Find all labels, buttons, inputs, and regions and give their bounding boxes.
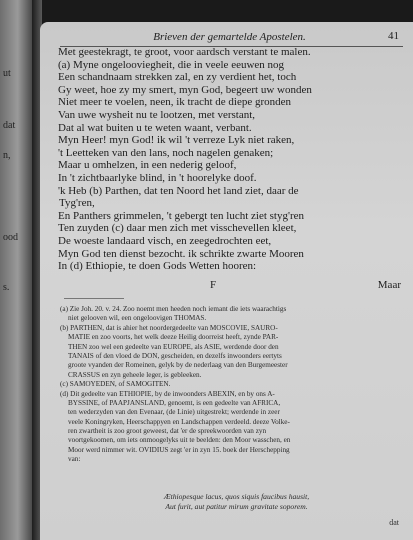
poem-line: 'k Heb (b) Parthen, dat ten Noord het land ziet, daar de [58,184,299,197]
poem-line: Myn Heer! myn God! ik wil 't verreze Lyk niet raken, [58,134,295,147]
footnote-line: groote vyanden der Romeinen, gelyk by de nederlaag van den Burgemeester [68,361,288,370]
footnote-rule [64,298,124,299]
footnote-line: TANAIS of den vloed de DON, gescheiden, en dezelfs inwoonders eertyts [68,351,282,360]
footnote-line: MATIE en zoo voorts, het welk deeze Heilig doorreist heeft, zynde PAR- [68,333,279,342]
poem-line: In 't zichtbaarlyke blind, in 't hoorelyke doof. [58,171,257,184]
footnote-line: van: [68,455,81,464]
page-number: 41 [388,30,399,42]
left-page-fragment: ut [3,68,11,79]
poem-line: In (d) Ethiopie, te doen Gods Wetten hooren: [58,260,257,273]
left-page-fragment: s. [3,282,10,293]
poem-line: Ten zuyden (c) daar men zich met visschevellen kleet, [58,222,297,235]
footnotes [60,305,403,465]
verse-line: Æthiopesque lacus, quos siquis faucibus hausit, [163,492,310,501]
poem-line: Dat al wat buiten u te weten waant, verbant. [58,121,252,134]
poem-line: Niet meer te voelen, neen, ik tracht de diepe gronden [58,96,292,109]
footnote-line: niet gelooven wil, een ongeloovigen THOMAS. [68,314,207,323]
footnote-line: THEN zoo wel een gedeelte van EUROPE, als ASIE, werdende door den [68,342,279,351]
left-page-fragment: n, [3,150,11,161]
footnote-line: CRASSUS en zyn geheele leger, is gebleeken. [68,370,202,379]
footnote-line: voortgekoomen, om iets onmoogelyks uit te beelden: den Moor wasschen, en [68,436,291,445]
poem-line: De woeste landaard visch, en zeegedrochten eet, [58,234,272,247]
footnote-line: veele Koningryken, Heerschappyen en Landschappen verdeeld. deeze Volke- [68,417,290,426]
footnote-line: (d) Dit gedeelte van ETHIOPIE, by de inwoonders ABEXIN, en by ons A- [60,389,275,398]
latin-verse [80,492,393,512]
footnote-line: (a) Zie Joh. 20. v. 24. Zoo noemt men heeden noch iemant die iets waarachtigs [60,305,287,313]
left-page-fragment: ood [3,232,18,243]
footnote-line: Moor werd nimmer wit. OVIDIUS zegt 'er in zyn 15. boek der Herschepping [68,445,290,454]
poem-line: En Panthers grimmelen, 't gebergt ten lucht ziet styg'ren [58,209,305,222]
footnote-line: (b) PARTHEN, dat is ahier het noordergedeelte van MOSCOVIE, SAURO- [60,323,278,332]
poem-body [58,46,405,273]
poem-line: 't Leetteken van den lans, noch nagelen genaken; [58,146,274,159]
poem-line: Met geestekragt, te groot, voor aardsch verstant te malen. [58,46,311,58]
footnote-line: ten wederzyden van den Evenaar, (de Linie) uitgestrekt; werdende in zeer [68,408,280,417]
poem-line: Tyg'ren, [59,197,95,210]
book-page [40,22,413,540]
catchword-bottom: dat [389,518,399,527]
running-header [82,31,399,45]
poem-line: Myn God ten dienst bezocht. ik schrikte zwarte Mooren [58,247,304,260]
poem-line: Van uwe wysheit nu te lootzen, met verstant, [58,108,256,121]
running-title: Brieven der gemartelde Apostelen. [153,31,306,43]
footnote-line: BYSSINE, of PAAPJANSLAND, genoemt, is een gedeelte van AFRICA, [68,398,281,407]
poem-line: Gy weet, hoe zy my smert, myn God, begeert uw wonden [58,83,312,96]
footnote-line: (c) SAMOYEDEN, of SAMOGITEN. [60,380,171,389]
poem-line: Maar u omhelzen, in een nederig geloof, [58,159,237,172]
poem-line: (a) Myne ongelooviegheit, die in veele eeuwen nog [58,58,285,71]
signature-mark: F [210,279,217,291]
poem-line: Een schandnaam strekken zal, en zy verdient het, toch [58,71,297,84]
left-page-edge [0,0,32,540]
catchword: Maar [377,279,401,291]
left-page-fragment: dat [3,120,16,131]
verse-line: Aut furit, aut patitur mirum gravitate soporem. [165,502,308,511]
footnote-line: ren zwartheit is zoo groot geweest, dat 'er de spreekwoorden van zyn [68,427,267,436]
